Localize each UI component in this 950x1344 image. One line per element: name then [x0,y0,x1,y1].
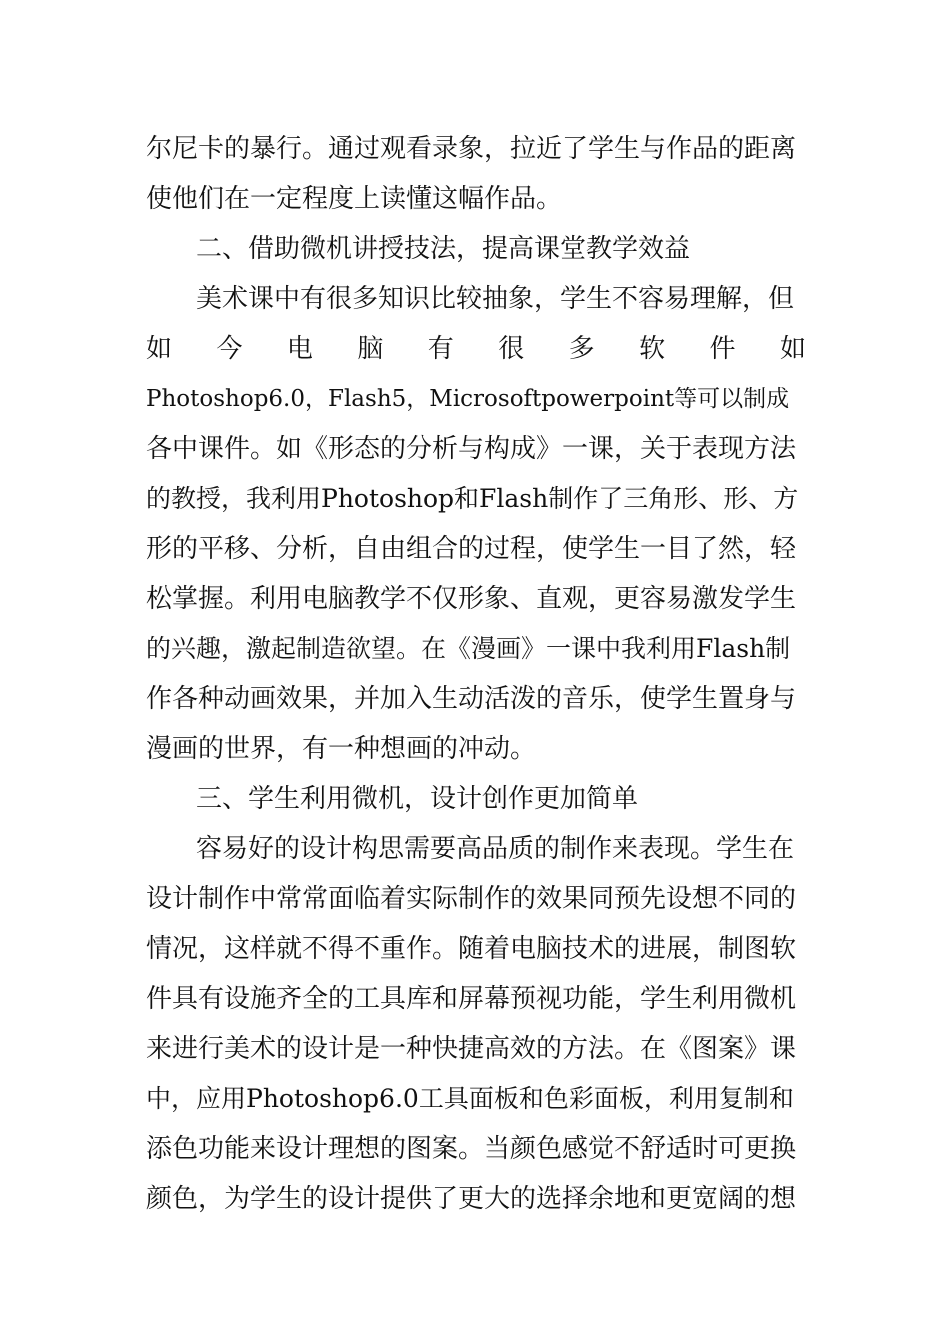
section-heading-3: 三、学生利用微机，设计创作更加简单 [196,784,639,814]
text-line: 来进行美术的设计是一种快捷高效的方法。在《图案》课 [146,1034,797,1064]
text-line: 中，应用Photoshop6.0工具面板和色彩面板，利用复制和 [146,1084,794,1113]
text-line: 漫画的世界，有一种想画的冲动。 [146,734,537,764]
text-line: 作各种动画效果，并加入生动活泼的音乐，使学生置身与 [146,684,797,714]
char: 有 [427,334,454,364]
text-line: 的教授，我利用Photoshop和Flash制作了三角形、形、方 [146,484,799,513]
char: 脑 [357,334,384,364]
char: 软 [639,334,666,364]
text-line: 添色功能来设计理想的图案。当颜色感觉不舒适时可更换 [146,1134,797,1164]
text-line: 件具有设施齐全的工具库和屏幕预视功能，学生利用微机 [146,984,797,1014]
text-line: 容易好的设计构思需要高品质的制作来表现。学生在 [196,834,795,864]
char: 今 [216,334,243,364]
char: 如 [146,334,173,364]
char: 电 [286,334,313,364]
text-line: 情况，这样就不得不重作。随着电脑技术的进展，制图软 [146,934,797,964]
char: 很 [498,334,525,364]
text-line: 形的平移、分析，自由组合的过程，使学生一目了然，轻 [146,534,797,564]
text-line: 美术课中有很多知识比较抽象，学生不容易理解，但 [196,284,795,314]
char: 多 [568,334,595,364]
char: 件 [709,334,736,364]
text-line: 的兴趣，激起制造欲望。在《漫画》一课中我利用Flash制 [146,634,791,663]
text-line: 松掌握。利用电脑教学不仅形象、直观，更容易激发学生 [146,584,797,614]
text-line: 使他们在一定程度上读懂这幅作品。 [146,184,563,214]
char: 如 [779,334,806,364]
text-line-justified [146,324,806,374]
text-line: 尔尼卡的暴行。通过观看录象，拉近了学生与作品的距离 [146,134,797,164]
section-heading-2: 二、借助微机讲授技法，提高课堂教学效益 [196,234,691,264]
text-line: 设计制作中常常面临着实际制作的效果同预先设想不同的 [146,884,797,914]
text-line: Photoshop6.0，Flash5，Microsoftpowerpoint等可以制成 [146,386,790,412]
text-line: 各中课件。如《形态的分析与构成》一课，关于表现方法 [146,434,797,464]
text-line: 颜色，为学生的设计提供了更大的选择余地和更宽阔的想 [146,1184,797,1214]
